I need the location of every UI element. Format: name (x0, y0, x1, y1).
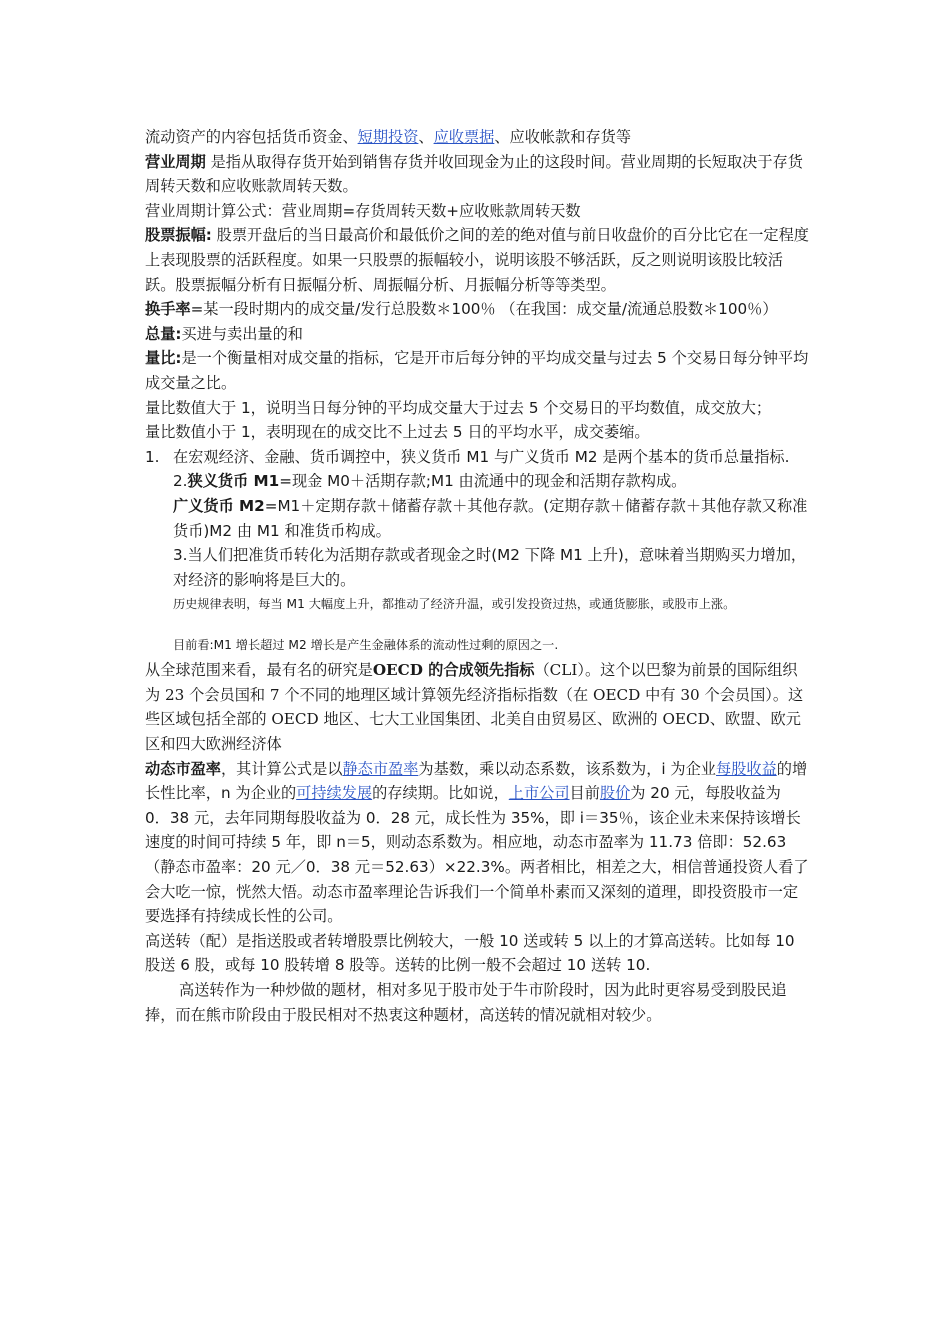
term-heading: 营业周期 (145, 152, 206, 171)
spacer (145, 617, 810, 633)
link-stock-price[interactable]: 股价 (599, 784, 631, 803)
term-heading: OECD 的合成领先指标 (372, 661, 535, 680)
m2-m1-conversion: 3.当人们把准货币转化为活期存款或者现金之时(M2 下降 M1 上升)，意味着当期购买力增加，对经济的影响将是巨大的。 (173, 546, 807, 589)
text: =某一段时期内的成交量/发行总股数＊100％ （在我国：成交量/流通总股数＊100％） (190, 300, 778, 319)
text: =现金 M0＋活期存款;M1 由流通中的现金和活期存款构成。 (279, 472, 687, 491)
text: 的增长性比率，n 为企业的 (145, 759, 808, 803)
term-heading: 狭义货币 M1 (187, 472, 280, 491)
turnover-paragraph (145, 297, 810, 322)
volume-ratio-above: 量比数值大于 1，说明当日每分钟的平均成交量大于过去 5 个交易日的平均数值，成交放大； (145, 398, 772, 417)
current-note: 目前看:M1 增长超过 M2 增长是产生金融体系的流动性过剩的原因之一. (173, 638, 559, 653)
current-assets-line (145, 125, 810, 150)
document-body (145, 125, 810, 1027)
high-dividend-note: 高送转作为一种炒做的题材，相对多见于股市处于牛市阶段时，因为此时更容易受到股民追捧，而在熊市阶段由于股民相对不热衷这种题材，高送转的情况就相对较少。 (145, 981, 787, 1024)
text: 目前 (569, 784, 600, 803)
text: =M1＋定期存款＋储蓄存款＋其他存款。(定期存款＋储蓄存款＋其他存款又称准货币)M2 由 M1 和准货币构成。 (173, 496, 808, 540)
text: 、应收帐款和存货等 (494, 128, 631, 146)
link-sustainable-development[interactable]: 可持续发展 (296, 784, 373, 803)
term-heading: 换手率 (145, 300, 191, 319)
text: 2. (173, 472, 188, 491)
text: 、 (418, 128, 434, 146)
link-notes-receivable[interactable]: 应收票据 (433, 128, 495, 146)
term-heading: 股票振幅: (145, 226, 212, 245)
text: 在宏观经济、金融、货币调控中，狭义货币 M1 与广义货币 M2 是两个基本的货币总量指标. (173, 447, 790, 466)
oecd-paragraph (145, 658, 810, 756)
text: 买进与卖出量的和 (181, 324, 303, 343)
m1-definition (145, 469, 810, 494)
link-short-term-investment[interactable]: 短期投资 (357, 128, 419, 146)
high-dividend-definition: 高送转（配）是指送股或者转增股票比例较大，一般 10 送或转 5 以上的才算高送转。比如每 10 股送 6 股，或每 10 股转增 8 股等。送转的比例一般不会超过 10 送转 10. (145, 931, 795, 975)
m2-definition (145, 494, 810, 543)
text: 流动资产的内容包括货币资金、 (145, 128, 358, 146)
dynamic-pe-paragraph (145, 757, 810, 929)
total-volume-paragraph (145, 322, 810, 347)
link-listed-company[interactable]: 上市公司 (508, 784, 570, 803)
text: （CLI）。这个以巴黎为前景的国际组织为 23 个会员国和 7 个不同的地理区域计算领先经济指标指数（在 OECD 中有 30 个会员国）。这些区域包括全部的 OECD 地区、七大工业国集团、北美自由贸易区、欧洲的 OECD、欧盟、欧元区和四大欧洲经济体 (145, 661, 804, 754)
operating-cycle-paragraph (145, 150, 810, 199)
list-item (145, 445, 810, 470)
term-heading: 广义货币 M2 (173, 496, 265, 515)
link-eps[interactable]: 每股收益 (716, 759, 777, 778)
term-heading: 动态市盈率 (145, 759, 221, 778)
text: 是一个衡量相对成交量的指标，它是开市后每分钟的平均成交量与过去 5 个交易日每分钟平均成交量之比。 (145, 349, 809, 392)
text: 为 20 元，每股收益为 0．38 元，去年同期每股收益为 0．28 元，成长性为 35%，即 i＝35％，该企业未来保持该增长速度的时间可持续 5 年，即 n＝5，则动态系数为。相应地，动态市盈率为 11.73 倍即：52.63（静态市盈率：20 元／0．38 元＝52.63）×22.3%。两者相比，相差之大，相信普通投资人看了会大吃一惊，恍然大悟。动态市盈率理论告诉我们一个简单朴素而又深刻的道理，即投资股市一定要选择有持续成长性的公司。 (145, 784, 809, 926)
text: 的存续期。比如说， (372, 784, 509, 803)
term-heading: 量比: (145, 349, 182, 368)
amplitude-paragraph (145, 223, 810, 297)
volume-ratio-below: 量比数值小于 1，表明现在的成交比不上过去 5 日的平均水平，成交萎缩。 (145, 423, 650, 442)
link-static-pe[interactable]: 静态市盈率 (342, 759, 419, 778)
text: 股票开盘后的当日最高价和最低价之间的差的绝对值与前日收盘价的百分比它在一定程度上表现股票的活跃程度。如果一只股票的振幅较小，说明该股不够活跃，反之则说明该股比较活跃。股票振幅分析有日振幅分析、周振幅分析、月振幅分析等等类型。 (145, 226, 809, 294)
volume-ratio-paragraph (145, 346, 810, 395)
text: 是指从取得存货开始到销售存货并收回现金为止的这段时间。营业周期的长短取决于存货周转天数和应收账款周转天数。 (145, 152, 803, 196)
operating-cycle-formula: 营业周期计算公式：营业周期=存货周转天数+应收账款周转天数 (145, 201, 581, 220)
historical-note: 历史规律表明，每当 M1 大幅度上升，都推动了经济升温，或引发投资过热，或通货膨胀，或股市上涨。 (173, 597, 736, 612)
text: ，其计算公式是以 (220, 759, 343, 778)
text: 从全球范围来看，最有名的研究是 (145, 661, 373, 680)
term-heading: 总量: (145, 324, 182, 343)
list-number: 1. (145, 447, 160, 466)
text: 为基数，乘以动态系数，该系数为，i 为企业 (418, 759, 716, 778)
